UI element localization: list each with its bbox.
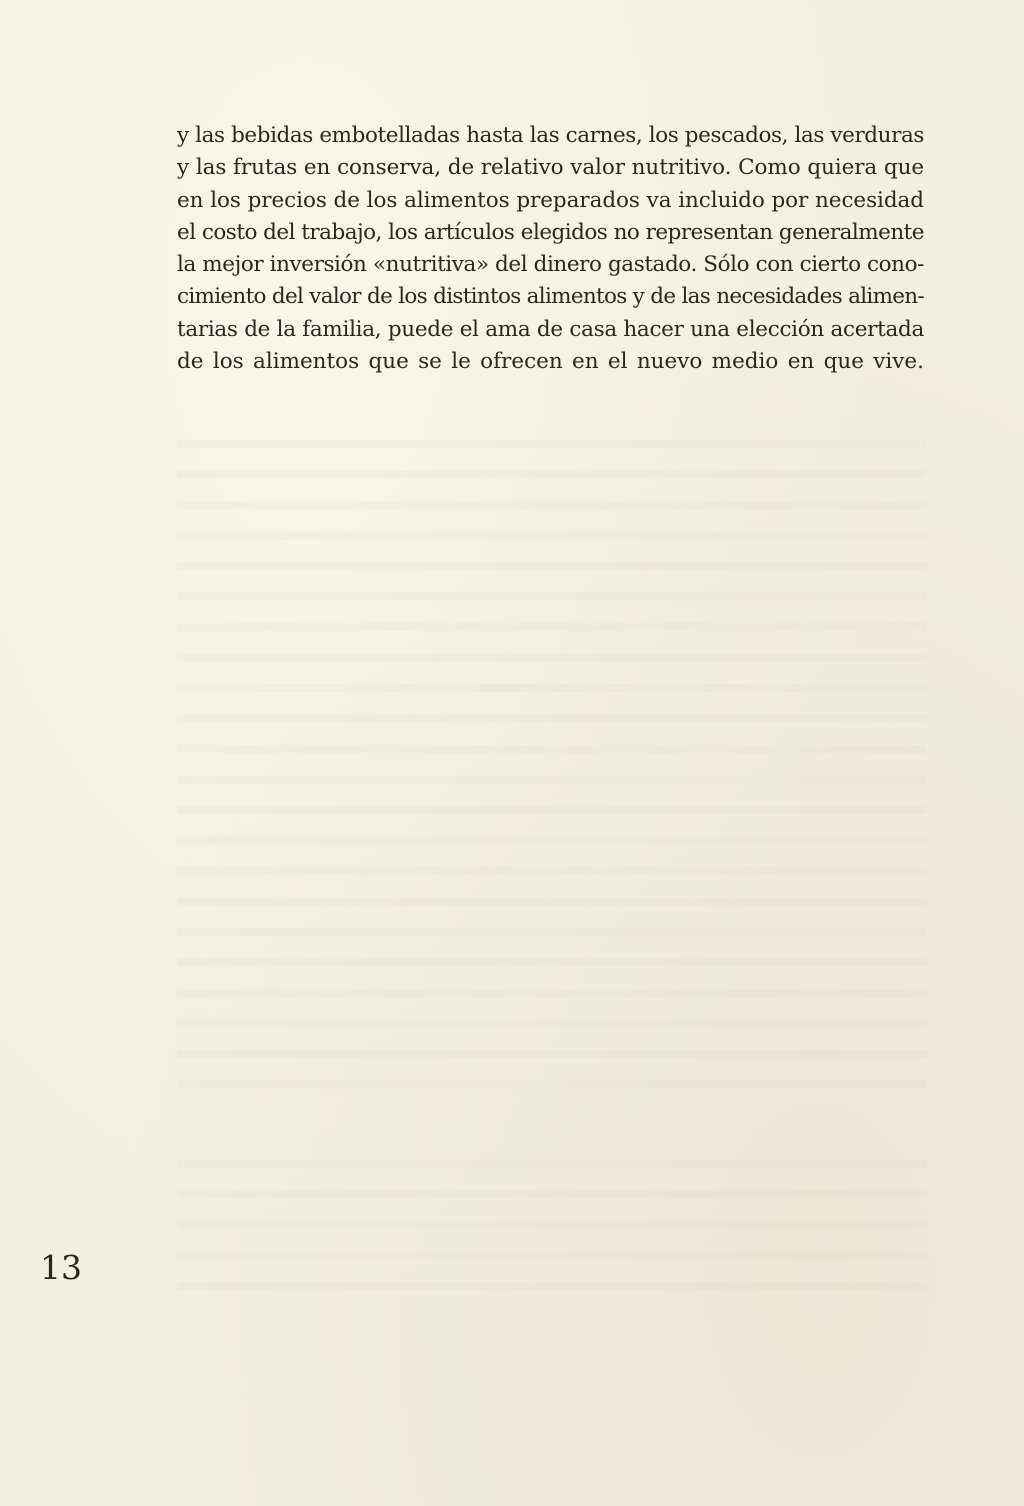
page-number: 13 — [40, 1248, 82, 1287]
body-paragraph — [177, 120, 924, 378]
text-line: cimiento del valor de los distintos alimentos y de las necesidades alimen- — [177, 284, 924, 310]
text-line: de los alimentos que se le ofrecen en el nuevo medio en que vive. — [177, 349, 924, 375]
show-through-text-lower — [177, 1140, 927, 1290]
text-line: y las frutas en conserva, de relativo valor nutritivo. Como quiera que — [177, 155, 924, 181]
text-line: y las bebidas embotelladas hasta las carnes, los pescados, las verduras — [177, 123, 924, 148]
show-through-text — [177, 420, 927, 1100]
text-line: tarias de la familia, puede el ama de casa hacer una elección acertada — [177, 316, 924, 342]
text-line: el costo del trabajo, los artículos elegidos no representan generalmente — [177, 219, 924, 245]
text-line: en los precios de los alimentos preparados va incluido por necesidad — [177, 187, 924, 213]
text-line: la mejor inversión «nutritiva» del dinero gastado. Sólo con cierto cono- — [177, 252, 924, 278]
